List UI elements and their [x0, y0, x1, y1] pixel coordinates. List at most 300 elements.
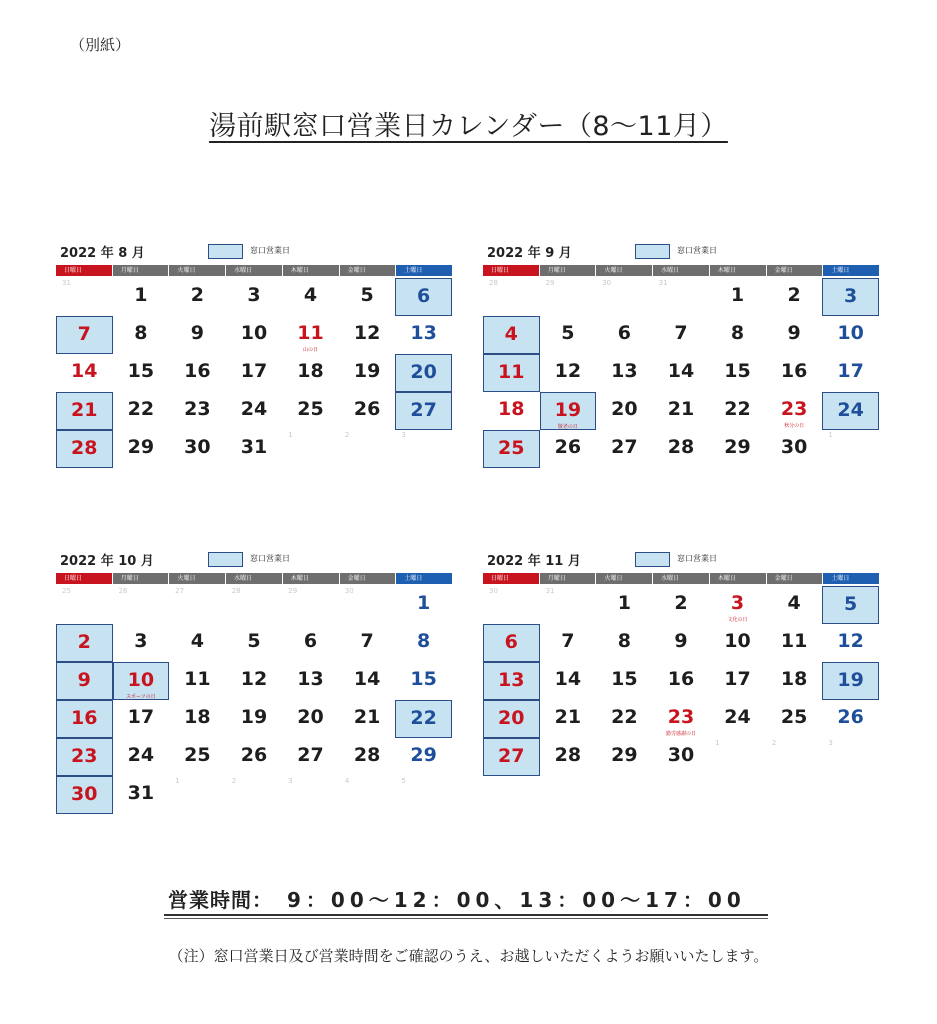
day-number: 21: [667, 398, 695, 420]
weekday-monday: 月曜日: [540, 573, 597, 584]
adjacent-day-number: 28: [231, 587, 241, 595]
day-number: 16: [184, 360, 211, 382]
day-number: 15: [410, 668, 437, 690]
calendar-week-row: [483, 278, 879, 316]
calendar-day: [339, 662, 396, 700]
day-number: 24: [127, 744, 155, 766]
calendar-day: [282, 278, 339, 316]
calendar-day-open: [56, 392, 113, 430]
calendar-day: [596, 700, 653, 738]
calendar-day: [540, 316, 597, 354]
day-number: 28: [71, 437, 98, 459]
day-number: 11: [297, 322, 324, 344]
day-number: 13: [611, 360, 638, 382]
day-number: 20: [498, 707, 525, 729]
adjacent-day-number: 5: [401, 777, 406, 785]
day-number: 22: [611, 706, 638, 728]
day-number: 27: [297, 744, 324, 766]
calendar-day: [653, 392, 710, 430]
calendar-day: [282, 700, 339, 738]
legend-label: 窓口営業日: [677, 554, 717, 563]
day-number: 15: [724, 360, 751, 382]
legend-label: 窓口営業日: [250, 246, 290, 255]
weekday-thursday: 木曜日: [710, 265, 767, 276]
day-number: 8: [730, 322, 745, 344]
calendar-day: [169, 700, 226, 738]
day-number: 26: [837, 706, 864, 728]
legend-swatch: [635, 552, 670, 567]
day-number: 1: [134, 284, 148, 306]
weekday-wednesday: 水曜日: [226, 573, 283, 584]
day-number: 20: [611, 398, 638, 420]
annex-label: （別紙）: [70, 36, 131, 54]
day-number: 7: [77, 323, 91, 345]
calendar-day: [169, 392, 226, 430]
day-number: 2: [674, 592, 688, 614]
calendar-day: [339, 738, 396, 776]
day-number: 26: [554, 436, 582, 458]
calendar-day-open: [483, 354, 540, 392]
calendar-week-row: [56, 662, 452, 700]
calendar-day-open: [56, 776, 113, 814]
day-number: 7: [360, 630, 374, 652]
calendar-day-adjacent: [395, 430, 452, 468]
calendar-grid: [483, 278, 879, 468]
calendar-day: [169, 354, 226, 392]
holiday-name: 敬老の日: [557, 424, 578, 430]
calendar-day-adjacent: [282, 430, 339, 468]
calendar-day-adjacent: [483, 278, 540, 316]
day-number: 31: [127, 782, 155, 804]
day-number: 10: [127, 669, 155, 691]
calendar-day: [169, 624, 226, 662]
holiday-name: 秋分の日: [784, 423, 805, 429]
calendar-day: [596, 624, 653, 662]
calendar-day: [653, 354, 710, 392]
calendar-day-adjacent: [169, 586, 226, 624]
calendar-month-label: 2022 年 8 月: [60, 246, 145, 261]
adjacent-day-number: 3: [288, 777, 293, 785]
adjacent-day-number: 2: [231, 777, 237, 785]
calendar-week-row: [56, 624, 452, 662]
weekday-friday: 金曜日: [767, 265, 824, 276]
day-number: 6: [617, 322, 632, 344]
day-number: 27: [611, 436, 638, 458]
legend-label: 窓口営業日: [250, 554, 290, 563]
day-number: 11: [498, 361, 525, 383]
adjacent-day-number: 27: [175, 587, 185, 595]
calendar-day: [709, 354, 766, 392]
weekday-saturday: 土曜日: [823, 573, 879, 584]
calendar-day-adjacent: [339, 776, 396, 814]
weekday-thursday: 木曜日: [283, 265, 340, 276]
calendar-week-row: [483, 662, 879, 700]
calendar-day-adjacent: [540, 278, 597, 316]
calendar-day-open: [483, 662, 540, 700]
calendar-day-open: [395, 700, 452, 738]
weekday-tuesday: 火曜日: [169, 265, 226, 276]
calendar-day: [596, 586, 653, 624]
weekday-header: [56, 573, 452, 584]
calendar-week-row: [483, 586, 879, 624]
calendar-day-open: [483, 316, 540, 354]
calendar-week-row: [483, 700, 879, 738]
weekday-monday: 月曜日: [113, 265, 170, 276]
day-number: 9: [190, 322, 205, 344]
calendar-day: [282, 624, 339, 662]
day-number: 23: [71, 745, 98, 767]
calendar-day-adjacent: [540, 586, 597, 624]
day-number: 19: [554, 399, 582, 421]
weekday-saturday: 土曜日: [396, 573, 452, 584]
calendar-day: [226, 700, 283, 738]
adjacent-day-number: 1: [288, 431, 293, 439]
calendar-day: [596, 738, 653, 776]
adjacent-day-number: 31: [545, 587, 555, 595]
day-number: 17: [724, 668, 751, 690]
day-number: 5: [360, 284, 374, 306]
calendar-day: [339, 316, 396, 354]
calendar-october: [56, 548, 452, 805]
weekday-friday: 金曜日: [340, 265, 397, 276]
calendar-day: [766, 624, 823, 662]
calendar-week-row: [483, 354, 879, 392]
calendar-day: [113, 354, 170, 392]
calendar-day: [540, 700, 597, 738]
weekday-monday: 月曜日: [113, 573, 170, 584]
legend-swatch: [208, 244, 243, 259]
calendar-week-row: [56, 776, 452, 814]
day-number: 11: [184, 668, 211, 690]
day-number: 25: [297, 398, 324, 420]
day-number: 6: [417, 285, 431, 307]
calendar-day: [339, 392, 396, 430]
day-number: 16: [780, 360, 808, 382]
day-number: 19: [240, 706, 268, 728]
day-number: 2: [190, 284, 205, 306]
calendar-day: [169, 316, 226, 354]
calendar-day-open: [540, 392, 597, 430]
page-title-text: 湯前駅窓口営業日カレンダー（8～11月）: [209, 111, 728, 142]
day-number: 4: [504, 323, 518, 345]
day-number: 17: [837, 360, 864, 382]
calendar-day-adjacent: [282, 586, 339, 624]
calendar-day: [483, 392, 540, 430]
calendar-day: [339, 624, 396, 662]
day-number: 6: [303, 630, 318, 652]
calendar-day: [169, 430, 226, 468]
calendar-week-row: [56, 278, 452, 316]
calendar-week-row: [483, 392, 879, 430]
day-number: 5: [247, 630, 261, 652]
day-number: 13: [498, 669, 525, 691]
calendar-day-open: [822, 392, 879, 430]
day-number: 23: [184, 398, 211, 420]
calendar-day-adjacent: [822, 430, 879, 468]
calendar-day: [226, 392, 283, 430]
adjacent-day-number: 26: [118, 587, 128, 595]
day-number: 2: [787, 284, 801, 306]
day-number: 5: [844, 593, 858, 615]
day-number: 7: [561, 630, 575, 652]
weekday-saturday: 土曜日: [823, 265, 879, 276]
calendar-week-row: [56, 586, 452, 624]
adjacent-day-number: 31: [62, 279, 71, 287]
calendar-day: [226, 624, 283, 662]
calendar-week-row: [56, 316, 452, 354]
weekday-wednesday: 水曜日: [226, 265, 283, 276]
calendar-day-open: [395, 392, 452, 430]
day-number: 10: [837, 322, 864, 344]
calendar-day-adjacent: [709, 738, 766, 776]
day-number: 12: [554, 360, 582, 382]
calendar-day-adjacent: [596, 278, 653, 316]
weekday-thursday: 木曜日: [283, 573, 340, 584]
calendar-day-open: [822, 662, 879, 700]
calendar-day: [226, 354, 283, 392]
day-number: 30: [667, 744, 695, 766]
calendar-day: [113, 316, 170, 354]
calendar-day-open: [395, 354, 452, 392]
day-number: 29: [611, 744, 638, 766]
business-hours-label: 営業時間：: [168, 888, 273, 912]
calendar-day: [822, 354, 879, 392]
adjacent-day-number: 1: [828, 431, 833, 439]
calendar-day: [653, 624, 710, 662]
day-number: 22: [127, 398, 155, 420]
calendar-week-row: [483, 624, 879, 662]
day-number: 4: [303, 284, 318, 306]
day-number: 3: [730, 592, 745, 614]
day-number: 18: [184, 706, 211, 728]
calendar-day: [653, 738, 710, 776]
legend-swatch: [208, 552, 243, 567]
day-number: 29: [410, 744, 437, 766]
calendar-day: [709, 316, 766, 354]
day-number: 18: [498, 398, 525, 420]
weekday-thursday: 木曜日: [710, 573, 767, 584]
calendar-day: [282, 662, 339, 700]
day-number: 20: [297, 706, 324, 728]
calendar-day: [709, 700, 766, 738]
day-number: 19: [353, 360, 381, 382]
calendar-day-adjacent: [395, 776, 452, 814]
notice-text: （注）窓口営業日及び営業時間をご確認のうえ、お越しいただくようお願いいたします。: [168, 947, 769, 965]
legend-swatch: [635, 244, 670, 259]
calendar-day-adjacent: [226, 776, 283, 814]
calendar-day: [226, 278, 283, 316]
calendar-day: [766, 430, 823, 468]
calendar-day-open: [483, 700, 540, 738]
calendar-day: [766, 700, 823, 738]
adjacent-day-number: 25: [62, 587, 71, 595]
calendar-day: [822, 316, 879, 354]
legend-label: 窓口営業日: [677, 246, 717, 255]
calendar-day: [540, 354, 597, 392]
day-number: 22: [724, 398, 751, 420]
calendar-day: [653, 700, 710, 738]
calendar-day: [709, 278, 766, 316]
adjacent-day-number: 1: [715, 739, 720, 747]
day-number: 27: [498, 745, 525, 767]
calendar-day-open: [56, 700, 113, 738]
day-number: 12: [837, 630, 864, 652]
calendar-day: [709, 662, 766, 700]
calendar-day: [596, 392, 653, 430]
day-number: 12: [353, 322, 381, 344]
calendar-day: [113, 700, 170, 738]
day-number: 14: [71, 360, 98, 382]
calendar-day: [653, 316, 710, 354]
day-number: 29: [724, 436, 751, 458]
holiday-name: スポーツの日: [125, 694, 156, 700]
weekday-header: [483, 265, 879, 276]
calendar-day: [226, 662, 283, 700]
day-number: 30: [184, 436, 211, 458]
calendar-day: [339, 354, 396, 392]
day-number: 12: [240, 668, 268, 690]
day-number: 8: [417, 630, 431, 652]
calendar-day: [56, 354, 113, 392]
weekday-sunday: 日曜日: [483, 265, 540, 276]
day-number: 25: [184, 744, 211, 766]
adjacent-day-number: 2: [344, 431, 350, 439]
calendar-day: [709, 624, 766, 662]
calendar-day: [113, 392, 170, 430]
day-number: 25: [498, 437, 525, 459]
weekday-wednesday: 水曜日: [653, 265, 710, 276]
calendar-day-open: [822, 586, 879, 624]
day-number: 28: [554, 744, 582, 766]
day-number: 1: [730, 284, 745, 306]
day-number: 26: [240, 744, 268, 766]
day-number: 3: [247, 284, 261, 306]
calendar-day: [395, 662, 452, 700]
day-number: 3: [844, 285, 858, 307]
calendar-day-adjacent: [339, 430, 396, 468]
day-number: 9: [674, 630, 688, 652]
day-number: 29: [127, 436, 155, 458]
calendar-day: [540, 430, 597, 468]
calendar-week-row: [56, 354, 452, 392]
calendar-header: [56, 548, 452, 572]
weekday-friday: 金曜日: [767, 573, 824, 584]
calendar-day: [282, 354, 339, 392]
calendar-grid: [56, 278, 452, 468]
business-hours-value: 9：00～12：00、13：00～17：00: [287, 888, 746, 912]
calendar-grid: [483, 586, 879, 776]
adjacent-day-number: 30: [602, 279, 612, 287]
calendar-day: [596, 662, 653, 700]
calendar-day-open: [56, 624, 113, 662]
day-number: 16: [667, 668, 695, 690]
day-number: 24: [724, 706, 751, 728]
day-number: 13: [297, 668, 324, 690]
day-number: 21: [71, 399, 98, 421]
day-number: 14: [353, 668, 381, 690]
calendar-day: [226, 316, 283, 354]
calendar-august: [56, 240, 452, 480]
day-number: 4: [190, 630, 205, 652]
calendar-header: [56, 240, 452, 264]
weekday-tuesday: 火曜日: [169, 573, 226, 584]
day-number: 24: [240, 398, 268, 420]
calendar-day-open: [483, 624, 540, 662]
calendar-day-adjacent: [822, 738, 879, 776]
adjacent-day-number: 30: [489, 587, 498, 595]
calendar-day-open: [395, 278, 452, 316]
calendar-week-row: [483, 430, 879, 468]
calendar-week-row: [56, 738, 452, 776]
calendar-day-open: [56, 430, 113, 468]
holiday-name: 山の日: [303, 347, 319, 353]
day-number: 19: [837, 669, 864, 691]
calendar-day: [596, 316, 653, 354]
day-number: 17: [240, 360, 268, 382]
weekday-sunday: 日曜日: [56, 265, 113, 276]
day-number: 31: [240, 436, 268, 458]
day-number: 18: [297, 360, 324, 382]
holiday-name: 文化の日: [727, 617, 748, 623]
day-number: 16: [71, 707, 98, 729]
business-hours: [168, 884, 746, 913]
page-title: [0, 104, 937, 143]
calendar-day-open: [113, 662, 170, 700]
day-number: 30: [71, 783, 98, 805]
day-number: 14: [554, 668, 582, 690]
day-number: 30: [780, 436, 808, 458]
day-number: 9: [787, 322, 801, 344]
calendar-september: [483, 240, 879, 480]
calendar-day: [282, 392, 339, 430]
calendar-day: [282, 316, 339, 354]
calendar-day: [766, 354, 823, 392]
calendar-week-row: [483, 316, 879, 354]
calendar-day-adjacent: [169, 776, 226, 814]
calendar-day-adjacent: [282, 776, 339, 814]
day-number: 11: [780, 630, 808, 652]
calendar-day: [822, 624, 879, 662]
calendar-day: [113, 278, 170, 316]
day-number: 6: [504, 631, 518, 653]
day-number: 5: [561, 322, 575, 344]
calendar-header: [483, 548, 879, 572]
day-number: 14: [667, 360, 695, 382]
calendar-week-row: [56, 430, 452, 468]
day-number: 24: [837, 399, 864, 421]
day-number: 25: [780, 706, 808, 728]
calendar-day: [653, 662, 710, 700]
calendar-week-row: [483, 738, 879, 776]
calendar-day: [540, 662, 597, 700]
day-number: 23: [780, 398, 808, 420]
calendar-day: [282, 738, 339, 776]
calendar-day: [169, 738, 226, 776]
adjacent-day-number: 29: [545, 279, 555, 287]
adjacent-day-number: 29: [288, 587, 298, 595]
business-hours-underline: [164, 914, 768, 916]
calendar-day: [766, 586, 823, 624]
day-number: 28: [353, 744, 381, 766]
weekday-wednesday: 水曜日: [653, 573, 710, 584]
calendar-day-adjacent: [226, 586, 283, 624]
calendar-day: [226, 430, 283, 468]
calendar-day: [113, 738, 170, 776]
calendar-day: [169, 662, 226, 700]
calendar-day-adjacent: [339, 586, 396, 624]
calendar-day: [113, 430, 170, 468]
calendar-day: [822, 700, 879, 738]
